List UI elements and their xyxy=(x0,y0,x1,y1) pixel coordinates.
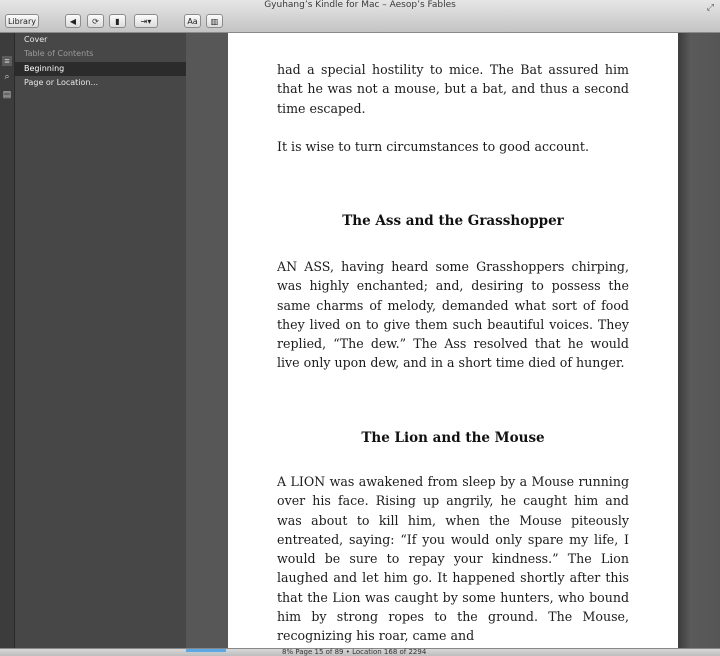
back-button[interactable] xyxy=(65,14,81,28)
font-settings-button[interactable]: Aa xyxy=(184,14,201,28)
book-page[interactable] xyxy=(228,33,678,648)
library-button[interactable]: Library xyxy=(5,14,39,28)
book-paragraph: It is wise to turn circumstances to good account. xyxy=(277,139,589,154)
view-options-button[interactable] xyxy=(206,14,223,28)
book-paragraph: AN ASS, having heard some Grasshoppers chirping, was highly enchanted; and, desiring to possess the same charms of melody, demanded what sort of food they lived on to give them such beautiful voices. They replied, “The dew.” The Ass resolved that he would live only upon dew, and in a short time died of hunger. xyxy=(277,259,629,371)
window-title: Gyuhang’s Kindle for Mac – Aesop’s Fables xyxy=(264,0,456,10)
goto-button[interactable] xyxy=(134,14,158,28)
book-paragraph: A LION was awakened from sleep by a Mouse running over his face. Rising up angrily, he caught him and was about to kill him, when the Mouse piteously entreated, saying: “If you would only spare my life, I would be sure to repay your kindness.” The Lion laughed and let him go. It happened shortly after this that the Lion was caught by some hunters, who bound him by strong ropes to the ground. The Mouse, recognizing his roar, came and xyxy=(277,474,629,644)
sidebar-item-table-of-contents[interactable]: Table of Contents xyxy=(24,49,94,58)
sidebar-item-page-or-location[interactable]: Page or Location... xyxy=(24,78,99,87)
bookmark-button[interactable] xyxy=(109,14,126,28)
search-icon[interactable]: ⌕ xyxy=(4,71,10,81)
window-titlebar xyxy=(0,0,720,33)
view-columns-icon: ▥ xyxy=(210,16,219,26)
sync-button[interactable] xyxy=(87,14,104,28)
goto-icon: ⇥▾ xyxy=(140,16,152,26)
notes-icon[interactable]: ▤ xyxy=(2,89,12,99)
sync-icon: ⟳ xyxy=(92,16,99,26)
toc-icon[interactable]: ≡ xyxy=(2,56,12,66)
sidebar-icon-strip xyxy=(0,33,15,648)
bookmark-icon: ▮ xyxy=(115,16,120,26)
back-arrow-icon: ◀ xyxy=(69,16,77,26)
sidebar-item-beginning[interactable]: Beginning xyxy=(15,62,186,76)
status-bar xyxy=(0,648,720,656)
sidebar xyxy=(15,33,186,648)
chapter-heading: The Lion and the Mouse xyxy=(361,430,545,446)
chapter-heading: The Ass and the Grasshopper xyxy=(342,213,564,229)
page-edge-shadow xyxy=(678,33,720,648)
reading-progress-bar[interactable] xyxy=(186,649,226,652)
location-status: 8% Page 15 of 89 • Location 168 of 2294 xyxy=(282,648,427,656)
fullscreen-icon[interactable]: ⤢ xyxy=(706,2,714,12)
sidebar-item-cover[interactable]: Cover xyxy=(24,35,48,44)
book-paragraph: had a special hostility to mice. The Bat assured him that he was not a mouse, but a bat, and thus a second time escaped. xyxy=(277,62,629,116)
